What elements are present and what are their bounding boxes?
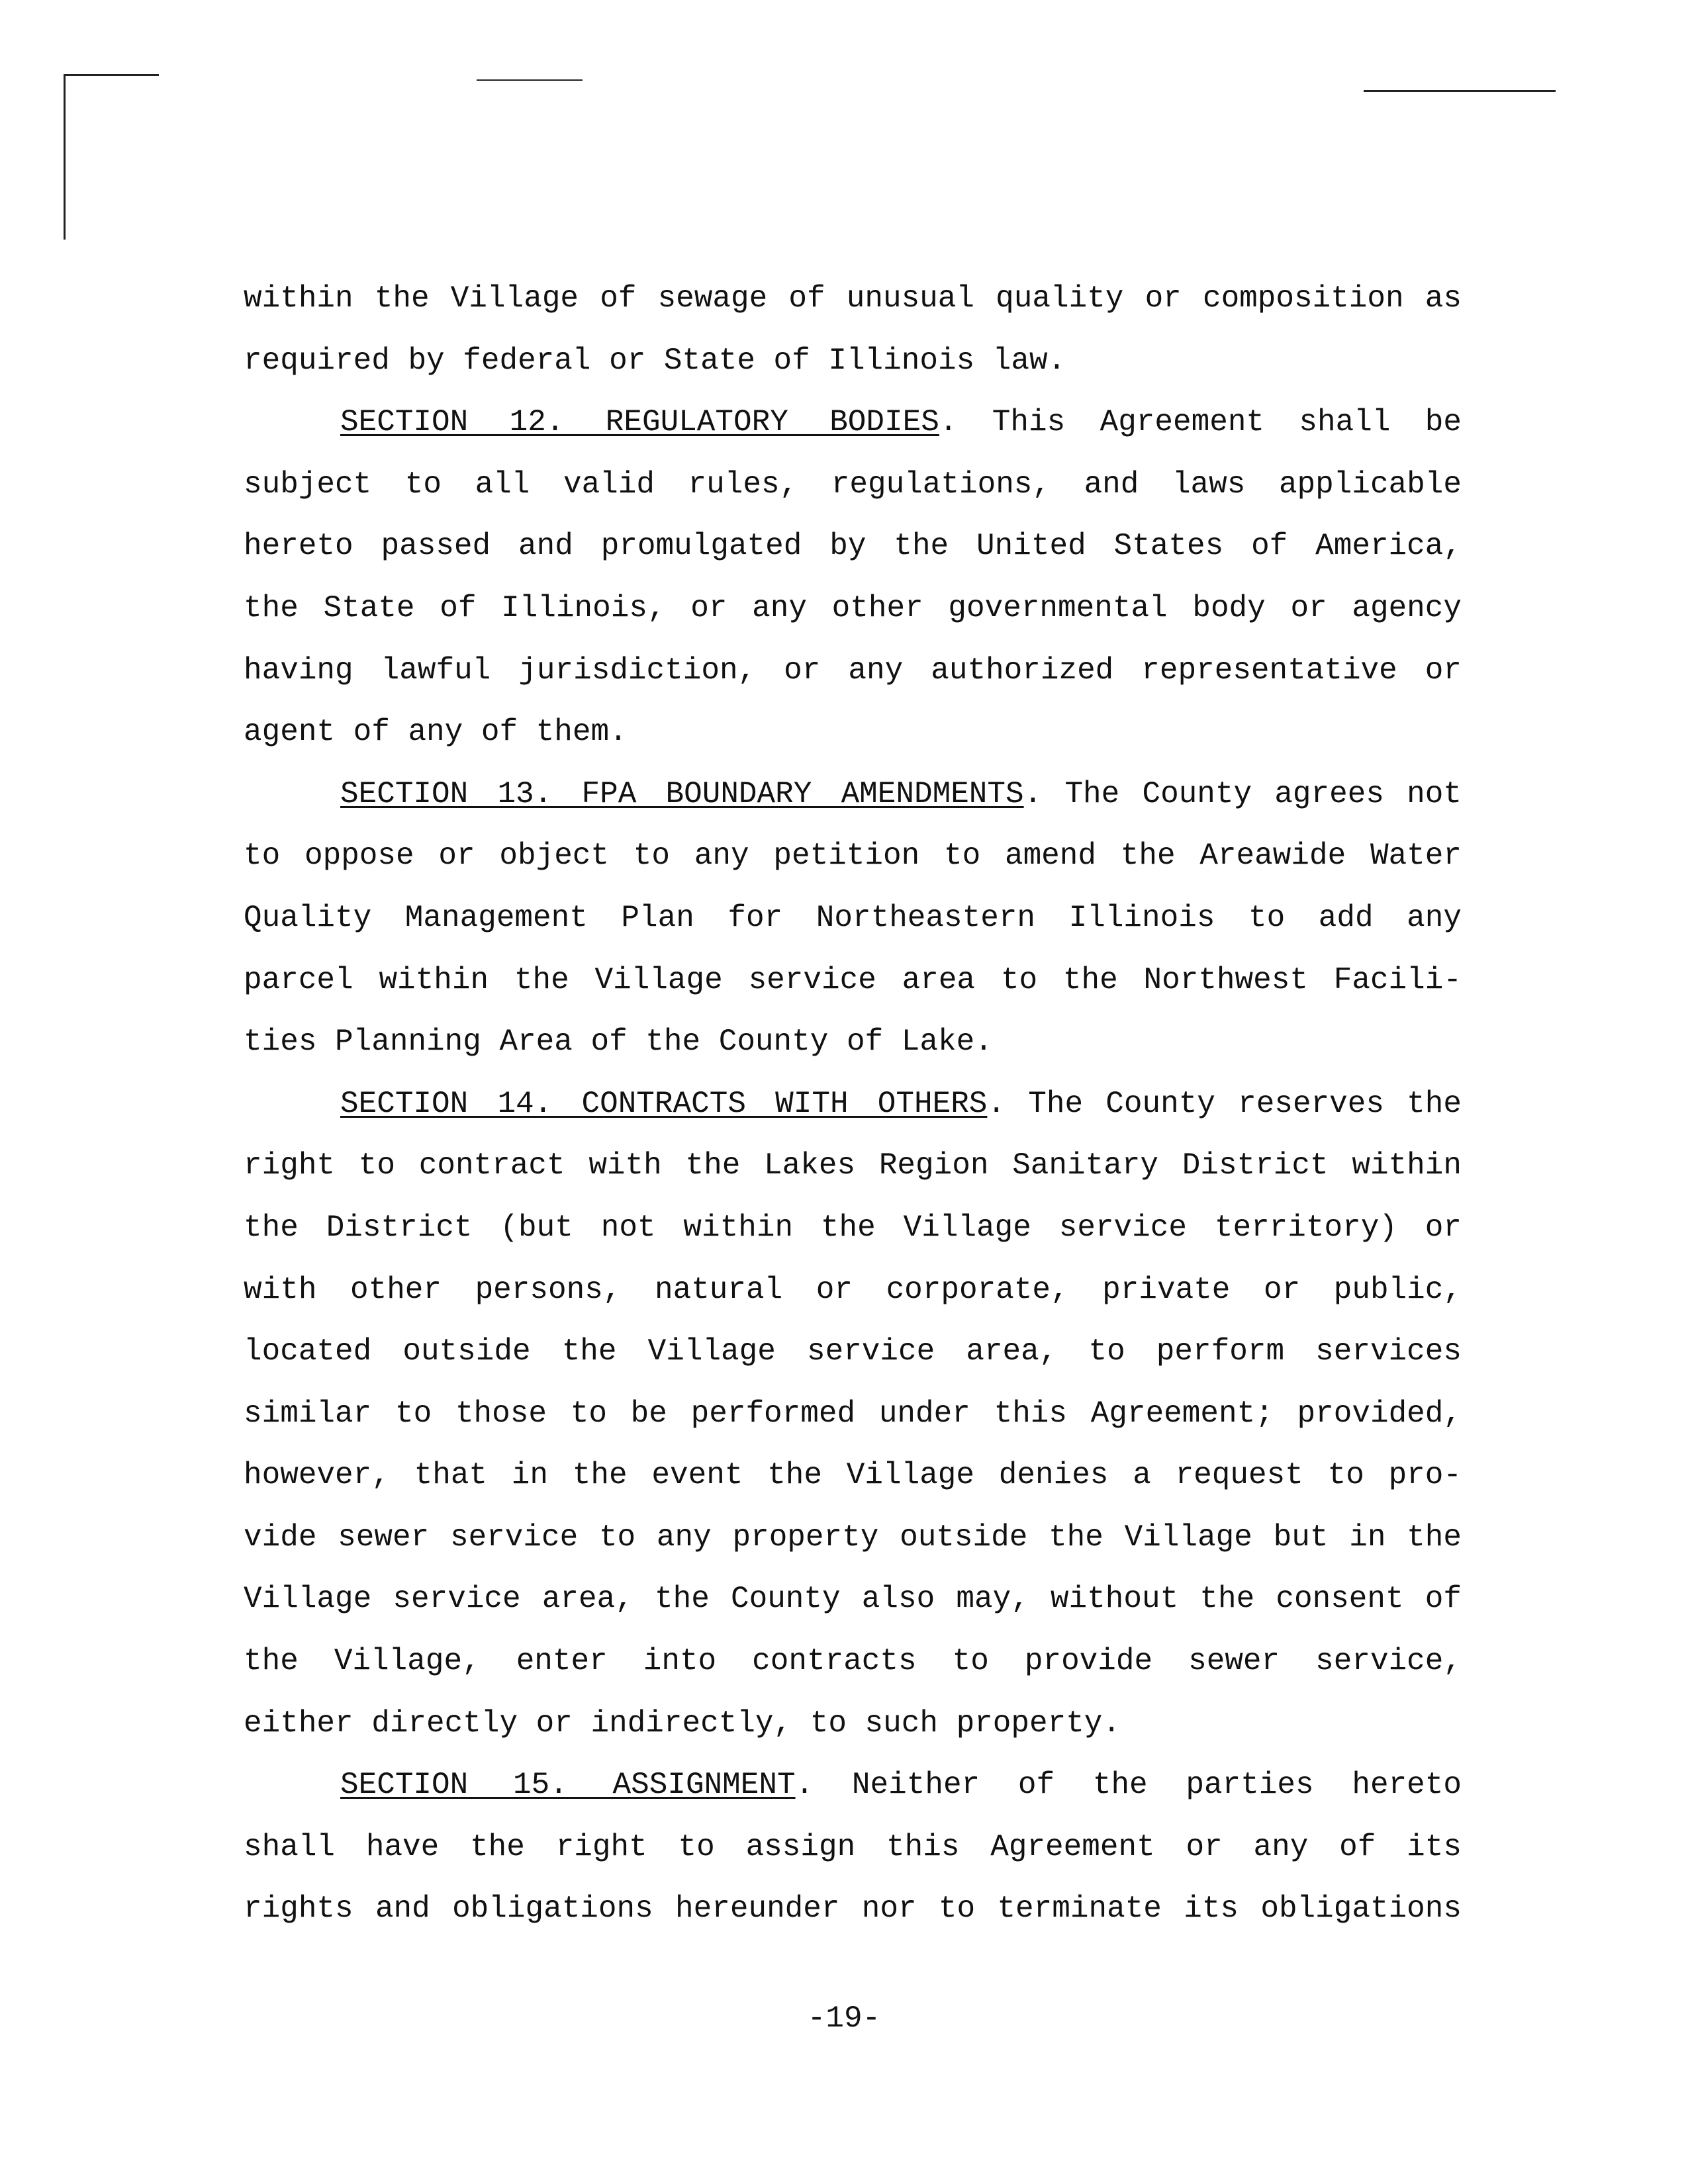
page-number: -19- <box>807 2001 881 2036</box>
text-line: subject to all valid rules, regulations, and laws applicable <box>244 467 1462 502</box>
section-13-heading: SECTION 13. FPA BOUNDARY AMENDMENTS <box>340 776 1024 811</box>
scan-border-mark <box>477 79 583 81</box>
text-line: rights and obligations hereunder nor to terminate its obligations <box>244 1891 1462 1927</box>
text-line: parcel within the Village service area to the Northwest Facili- <box>244 962 1462 997</box>
section-15-intro: . Neither of the parties hereto <box>795 1768 1462 1803</box>
text-line: within the Village of sewage of unusual quality or composition as <box>244 281 1462 316</box>
document-body <box>244 268 1462 1940</box>
section-12-heading: SECTION 12. REGULATORY BODIES <box>340 405 939 440</box>
section-12-first-line <box>244 392 1462 454</box>
section-15-heading: SECTION 15. ASSIGNMENT <box>340 1768 796 1803</box>
text-line: agent of any of them. <box>244 715 628 750</box>
scan-border-mark <box>64 74 159 76</box>
text-line: located outside the Village service area, to perform services <box>244 1334 1462 1369</box>
scan-border-mark <box>64 74 66 240</box>
text-line: required by federal or State of Illinois law. <box>244 343 1066 378</box>
text-line: having lawful jurisdiction, or any authorized representative or <box>244 653 1462 688</box>
section-12-intro: . This Agreement shall be <box>939 405 1462 440</box>
text-line: however, that in the event the Village denies a request to pro- <box>244 1458 1462 1493</box>
section-14-intro: . The County reserves the <box>987 1086 1462 1121</box>
scan-border-mark <box>1364 90 1556 92</box>
text-line: Quality Management Plan for Northeastern Illinois to add any <box>244 900 1462 935</box>
text-line: the Village, enter into contracts to provide sewer service, <box>244 1644 1462 1679</box>
text-line: to oppose or object to any petition to amend the Areawide Water <box>244 839 1462 874</box>
section-13-intro: . The County agrees not <box>1023 776 1462 811</box>
text-line: hereto passed and promulgated by the United States of America, <box>244 529 1462 564</box>
text-line: vide sewer service to any property outside the Village but in the <box>244 1520 1462 1555</box>
text-line: shall have the right to assign this Agreement or any of its <box>244 1829 1462 1864</box>
text-line: similar to those to be performed under this Agreement; provided, <box>244 1396 1462 1431</box>
text-line: with other persons, natural or corporate, private or public, <box>244 1272 1462 1307</box>
section-14-heading: SECTION 14. CONTRACTS WITH OTHERS <box>340 1086 988 1121</box>
text-line: the District (but not within the Village service territory) or <box>244 1210 1462 1245</box>
section-14-first-line <box>244 1073 1462 1136</box>
section-15-first-line <box>244 1754 1462 1817</box>
text-line: Village service area, the County also may, without the consent of <box>244 1582 1462 1617</box>
text-line: the State of Illinois, or any other governmental body or agency <box>244 590 1462 625</box>
text-line: right to contract with the Lakes Region Sanitary District within <box>244 1148 1462 1183</box>
text-line: ties Planning Area of the County of Lake. <box>244 1024 993 1060</box>
section-13-first-line <box>244 764 1462 826</box>
text-line: either directly or indirectly, to such property. <box>244 1706 1121 1741</box>
